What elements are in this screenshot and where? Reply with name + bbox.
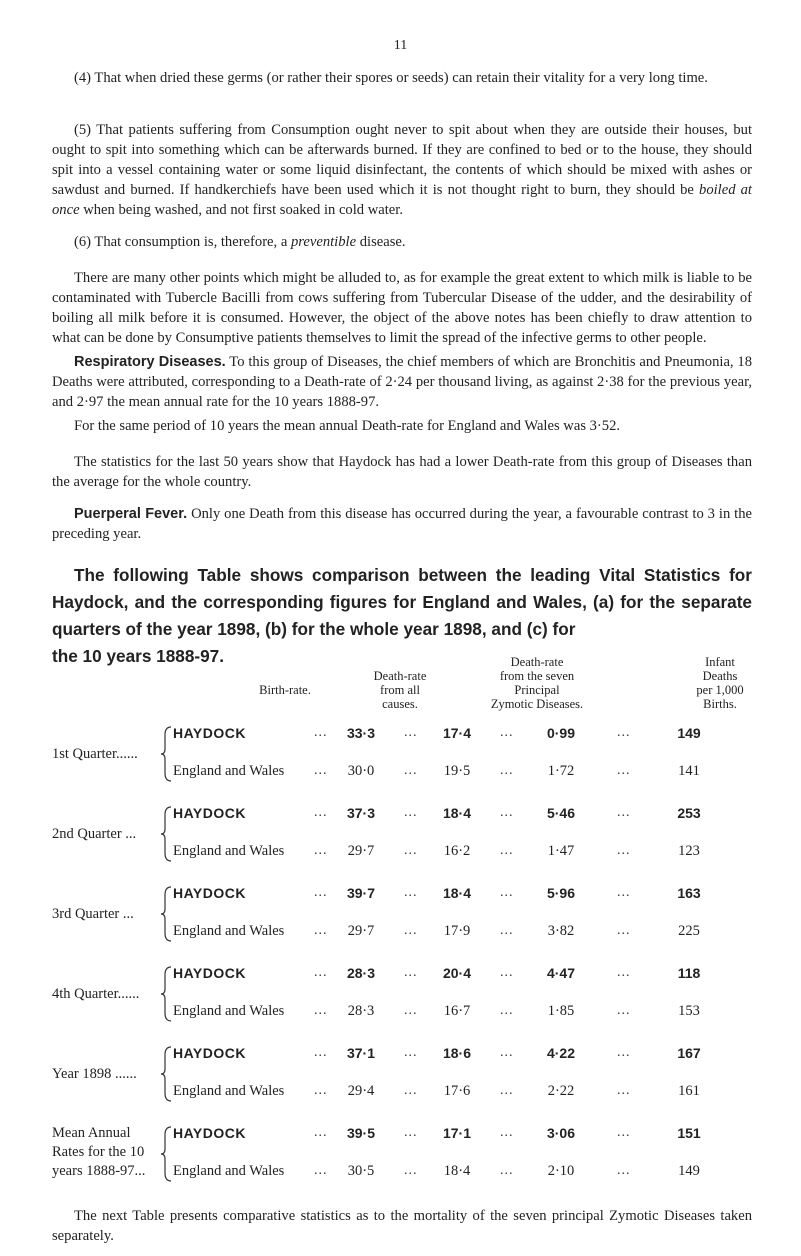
- cell-infant: 123: [678, 843, 700, 859]
- row-name: HAYDOCK: [173, 1125, 246, 1141]
- heading-puerperal: Puerperal Fever.: [74, 506, 188, 522]
- table-group-q4: 4th Quarter...... HAYDOCK ... 28·3 ... 20·4 ... 4·47 ... 118 England and Wales ... 28·3 ... 16·7 ... 1·85 ... 153: [52, 965, 772, 1025]
- row-name: HAYDOCK: [173, 1045, 246, 1061]
- group-label: 4th Quarter......: [52, 986, 140, 1002]
- row-name: HAYDOCK: [173, 885, 246, 901]
- cell-infant: 163: [677, 885, 701, 901]
- brace-icon: [161, 1045, 173, 1103]
- cell-zymotic: 1·85: [547, 1003, 575, 1019]
- row-name: HAYDOCK: [173, 965, 246, 981]
- brace-icon: [161, 805, 173, 863]
- table-group-q2: 2nd Quarter ... HAYDOCK ... 37·3 ... 18·4 ... 5·46 ... 253 England and Wales ... 29·7 ... 16·2 ... 1·47 ... 123: [52, 805, 772, 865]
- cell-zymotic: 1·47: [547, 843, 575, 859]
- cell-infant: 161: [678, 1083, 700, 1099]
- brace-icon: [161, 885, 173, 943]
- paragraph-4: (4) That when dried these germs (or rather their spores or seeds) can retain their vitality for a very long time.: [74, 70, 708, 86]
- brace-icon: [161, 965, 173, 1023]
- cell-death: 19·5: [443, 763, 471, 779]
- cell-zymotic: 2·10: [547, 1163, 575, 1179]
- cell-birth: 33·3: [346, 725, 376, 741]
- cell-birth: 37·1: [346, 1045, 376, 1061]
- group-label: 2nd Quarter ...: [52, 826, 137, 842]
- cell-birth: 29·7: [347, 923, 375, 939]
- cell-infant: 118: [677, 965, 701, 981]
- paragraph-england-wales-rate: For the same period of 10 years the mean annual Death-rate for England and Wales was 3·52.: [74, 418, 621, 434]
- paragraph-puerperal: Puerperal Fever. Only one Death from this disease has occurred during the year, a favourable contrast to 3 in the preceding year.: [52, 506, 752, 542]
- heading-respiratory: Respiratory Diseases.: [74, 354, 226, 370]
- group-label-line2: Rates for the 10: [52, 1144, 145, 1160]
- cell-infant: 149: [678, 1163, 700, 1179]
- paragraph-fifty-years: The statistics for the last 50 years show that Haydock has had a lower Death-rate from this group of Diseases than the average for the whole country.: [52, 454, 752, 490]
- cell-infant: 151: [677, 1125, 701, 1141]
- cell-zymotic: 5·46: [546, 805, 576, 821]
- cell-death: 18·4: [442, 805, 472, 821]
- group-label-line3: years 1888-97...: [52, 1163, 146, 1179]
- row-name: England and Wales: [173, 763, 285, 779]
- cell-birth: 39·5: [346, 1125, 376, 1141]
- page-number: 11: [393, 38, 408, 53]
- cell-death: 16·2: [443, 843, 471, 859]
- cell-birth: 39·7: [346, 885, 376, 901]
- header-zymotic-rate: Death-rate from the seven Principal Zymotic Diseases.: [490, 655, 584, 711]
- cell-birth: 29·4: [347, 1083, 375, 1099]
- group-label: Mean Annual: [52, 1125, 131, 1141]
- cell-birth: 37·3: [346, 805, 376, 821]
- row-name: England and Wales: [173, 1083, 285, 1099]
- cell-death: 18·4: [442, 885, 472, 901]
- group-label: 3rd Quarter ...: [52, 906, 134, 922]
- header-infant-deaths: Infant Deaths per 1,000 Births.: [696, 655, 744, 711]
- cell-infant: 253: [677, 805, 701, 821]
- cell-birth: 28·3: [347, 1003, 375, 1019]
- row-name: HAYDOCK: [173, 805, 246, 821]
- cell-infant: 167: [677, 1045, 701, 1061]
- cell-infant: 141: [678, 763, 700, 779]
- closing-paragraph: The next Table presents comparative statistics as to the mortality of the seven principal Zymotic Diseases taken separately.: [52, 1208, 752, 1244]
- cell-death: 17·4: [442, 725, 472, 741]
- cell-death: 18·6: [442, 1045, 472, 1061]
- cell-death: 17·9: [443, 923, 471, 939]
- cell-infant: 149: [677, 725, 701, 741]
- cell-zymotic: 0·99: [546, 725, 576, 741]
- brace-icon: [161, 1125, 173, 1183]
- row-name: HAYDOCK: [173, 725, 246, 741]
- row-name: England and Wales: [173, 923, 285, 939]
- group-label: Year 1898 ......: [52, 1066, 137, 1082]
- row-name: England and Wales: [173, 843, 285, 859]
- emphasis-preventible: preventible: [290, 234, 357, 250]
- table-group-q3: 3rd Quarter ... HAYDOCK ... 39·7 ... 18·4 ... 5·96 ... 163 England and Wales ... 29·7 ... 17·9 ... 3·82 ... 225: [52, 885, 772, 945]
- table-group-q1: 1st Quarter...... HAYDOCK ... 33·3 ... 17·4 ... 0·99 ... 149 England and Wales ... 30·0 ... 19·5 ... 1·72 ... 141: [52, 725, 772, 785]
- table-intro: The following Table shows comparison between the leading Vital Statistics for Haydock, and the corresponding figures for England and Wales, (a) for the separate quarters of the year 1898, (b) for the whole year 1898, and (c) for the 10 years 1888-97.: [52, 565, 752, 666]
- paragraph-milk: There are many other points which might be alluded to, as for example the great extent to which milk is liable to be contaminated with Tubercle Bacilli from cows suffering from Tubercular Disease of the udder, and the desirability of boiling all milk before it is consumed. However, the object of the above notes has been chiefly to draw attention to what can be done by Consumptive patients themselves to limit the spread of the infective germs to other people.: [52, 270, 752, 346]
- cell-zymotic: 3·82: [547, 923, 575, 939]
- cell-birth: 30·0: [347, 763, 375, 779]
- cell-zymotic: 1·72: [547, 763, 575, 779]
- emphasis-boiled: boiled at once: [52, 182, 752, 218]
- cell-zymotic: 4·22: [546, 1045, 576, 1061]
- cell-death: 20·4: [442, 965, 472, 981]
- table-group-year: Year 1898 ...... HAYDOCK ... 37·1 ... 18·6 ... 4·22 ... 167 England and Wales ... 29·4 ... 17·6 ... 2·22 ... 161: [52, 1045, 772, 1105]
- paragraph-5: (5) That patients suffering from Consumption ought never to spit about when they are outside their houses, but ought to spit into something which can be afterwards burned. If they are confined to bed or to the house, they should spit into a vessel containing water or some liquid disinfectant, the contents of which should be mixed with ashes or sawdust and burned. If handkerchiefs have been used which it is not thought right to burn, they should be boiled at once when being washed, and not first soaked in cold water.: [52, 122, 752, 218]
- row-name: England and Wales: [173, 1003, 285, 1019]
- row-name: England and Wales: [173, 1163, 285, 1179]
- cell-death: 17·1: [442, 1125, 472, 1141]
- cell-zymotic: 2·22: [547, 1083, 575, 1099]
- cell-birth: 30·5: [347, 1163, 375, 1179]
- paragraph-6: (6) That consumption is, therefore, a preventible disease.: [74, 234, 406, 250]
- header-death-rate: Death-rate from all causes.: [373, 669, 427, 711]
- table-group-mean-annual: Mean Annual Rates for the 10 years 1888-97... HAYDOCK ... 39·5 ... 17·1 ... 3·06 ... 151 England and Wales ... 30·5 ... 18·4 ... 2·10 ... 149: [52, 1125, 772, 1185]
- header-birth-rate: Birth-rate.: [259, 683, 311, 697]
- brace-icon: [161, 725, 173, 783]
- group-label: 1st Quarter......: [52, 746, 138, 762]
- cell-zymotic: 5·96: [546, 885, 576, 901]
- cell-infant: 225: [678, 923, 700, 939]
- cell-death: 18·4: [443, 1163, 471, 1179]
- cell-birth: 29·7: [347, 843, 375, 859]
- cell-death: 17·6: [443, 1083, 471, 1099]
- cell-zymotic: 3·06: [546, 1125, 576, 1141]
- cell-death: 16·7: [443, 1003, 471, 1019]
- paragraph-respiratory: Respiratory Diseases. To this group of Diseases, the chief members of which are Bronchitis and Pneumonia, 18 Deaths were attributed, corresponding to a Death-rate of 2·24 per thousand living, as against 2·38 for the previous year, and 2·97 the mean annual rate for the 10 years 1888-97.: [52, 354, 753, 410]
- cell-birth: 28·3: [346, 965, 376, 981]
- cell-zymotic: 4·47: [546, 965, 576, 981]
- cell-infant: 153: [678, 1003, 700, 1019]
